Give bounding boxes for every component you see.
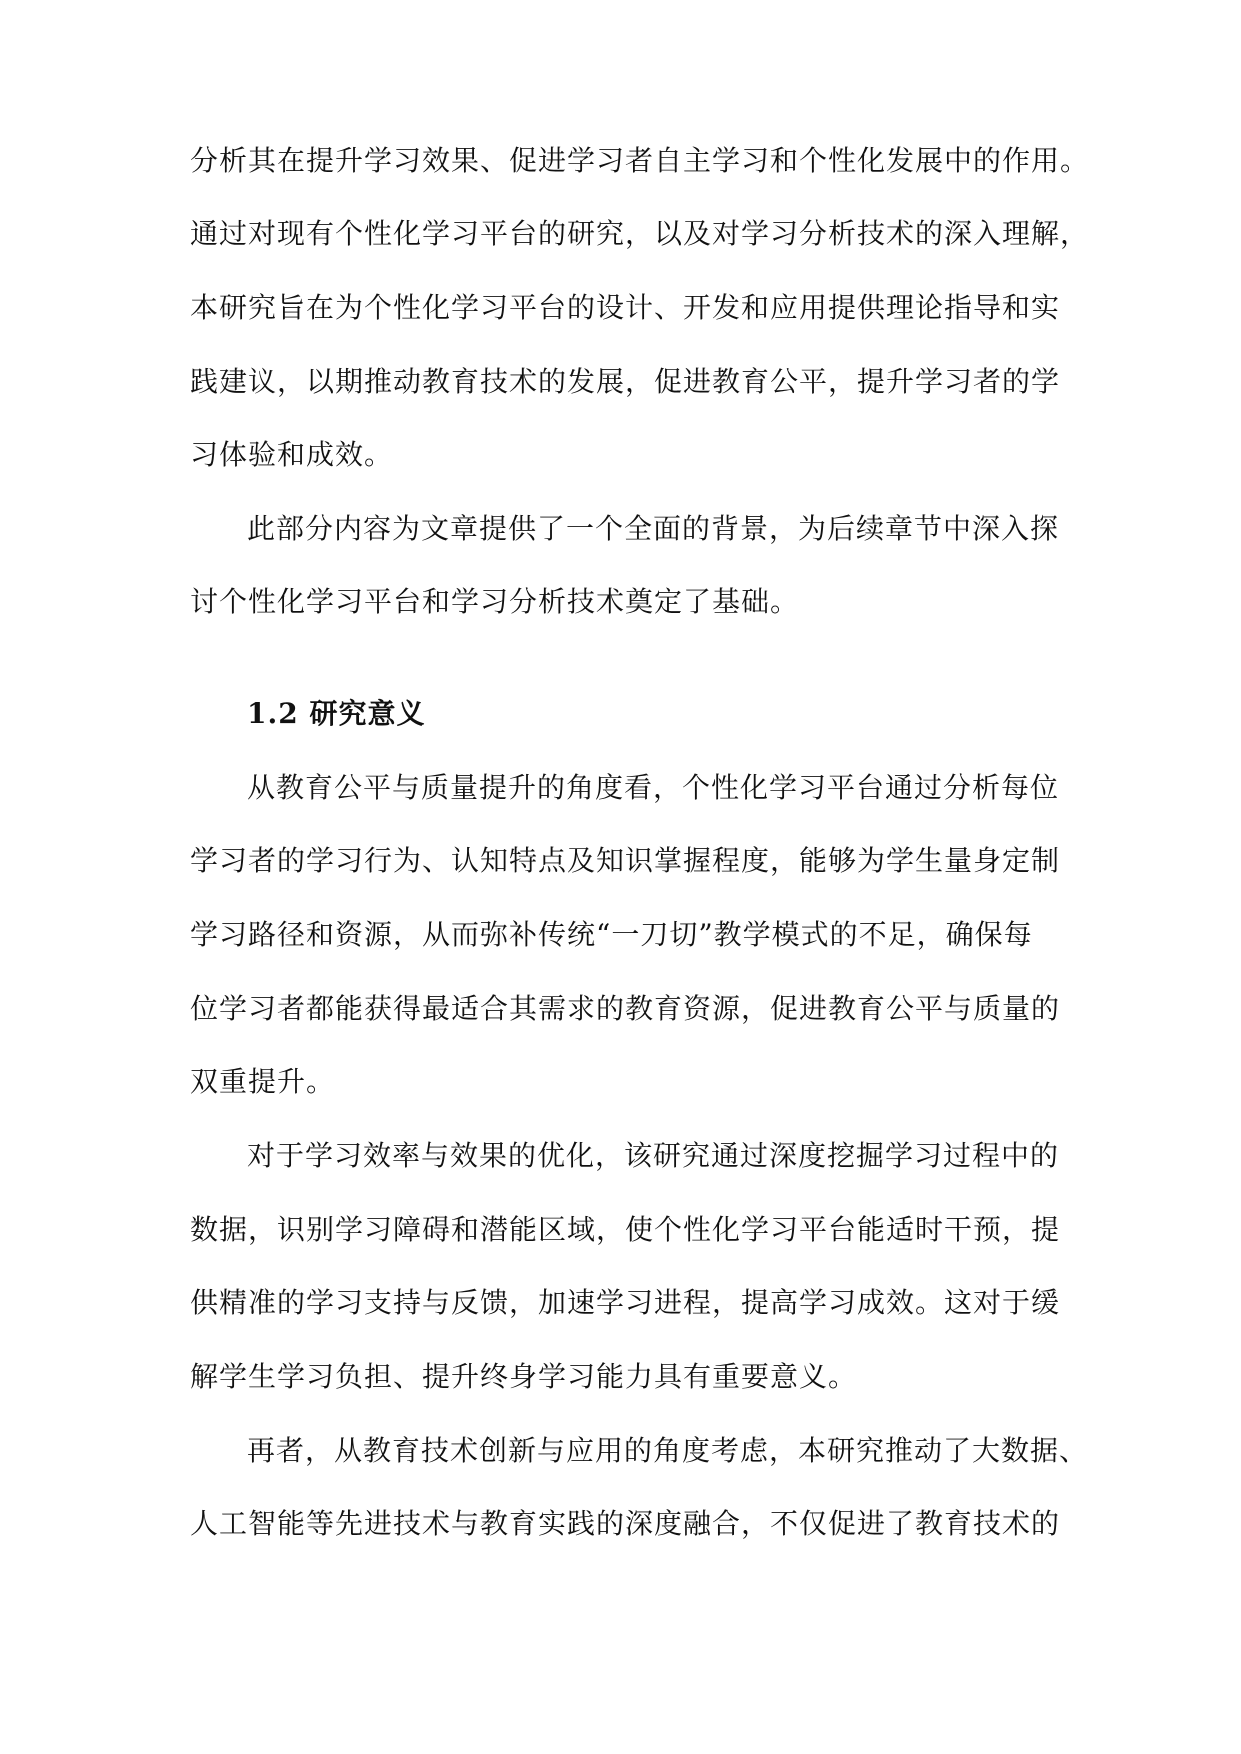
paragraph-line: 分析其在提升学习效果、促进学习者自主学习和个性化发展中的作用。: [190, 144, 1090, 177]
paragraph-line: 习体验和成效。: [190, 438, 394, 471]
paragraph-line: 双重提升。: [190, 1065, 336, 1098]
paragraph-line: 此部分内容为文章提供了一个全面的背景，为后续章节中深入探: [247, 512, 1060, 545]
paragraph-line: 学习路径和资源，从而弥补传统“一刀切”教学模式的不足，确保每: [190, 918, 1033, 951]
paragraph-line: 通过对现有个性化学习平台的研究，以及对学习分析技术的深入理解，: [190, 217, 1090, 250]
paragraph-line: 位学习者都能获得最适合其需求的教育资源，促进教育公平与质量的: [190, 992, 1061, 1025]
paragraph-line: 从教育公平与质量提升的角度看，个性化学习平台通过分析每位: [247, 771, 1060, 804]
paragraph-line: 供精准的学习支持与反馈，加速学习进程，提高学习成效。这对于缓: [190, 1286, 1061, 1319]
paragraph-line: 讨个性化学习平台和学习分析技术奠定了基础。: [190, 585, 800, 618]
paragraph-line: 人工智能等先进技术与教育实践的深度融合，不仅促进了教育技术的: [190, 1507, 1061, 1540]
section-heading: 1.2 研究意义: [247, 697, 426, 730]
paragraph-line: 本研究旨在为个性化学习平台的设计、开发和应用提供理论指导和实: [190, 291, 1061, 324]
paragraph-line: 学习者的学习行为、认知特点及知识掌握程度，能够为学生量身定制: [190, 844, 1061, 877]
paragraph-line: 再者，从教育技术创新与应用的角度考虑，本研究推动了大数据、: [247, 1434, 1089, 1467]
paragraph-line: 数据，识别学习障碍和潜能区域，使个性化学习平台能适时干预，提: [190, 1213, 1061, 1246]
paragraph-line: 践建议，以期推动教育技术的发展，促进教育公平，提升学习者的学: [190, 365, 1061, 398]
paragraph-line: 解学生学习负担、提升终身学习能力具有重要意义。: [190, 1360, 858, 1393]
paragraph-line: 对于学习效率与效果的优化，该研究通过深度挖掘学习过程中的: [247, 1139, 1060, 1172]
